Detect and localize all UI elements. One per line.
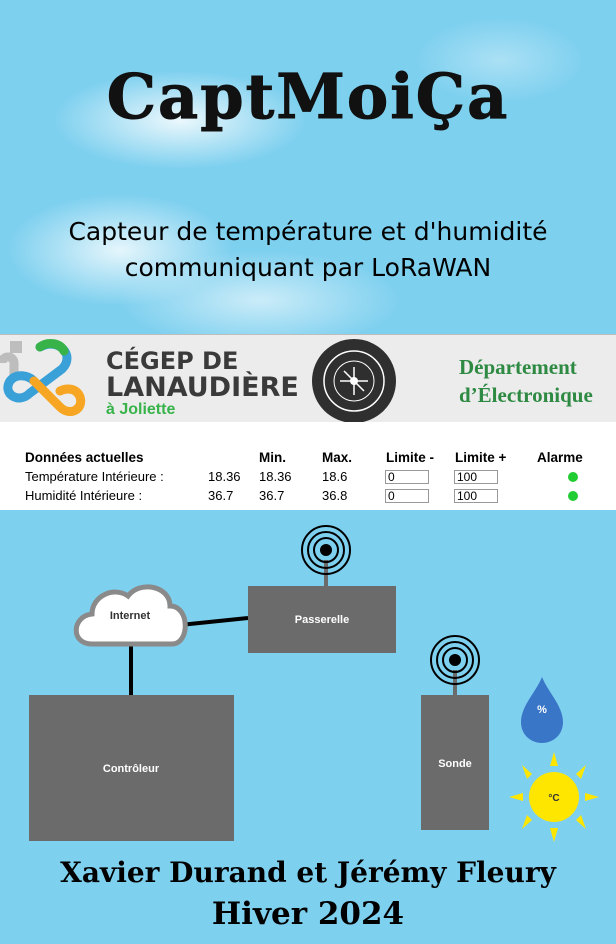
poster-title: CaptMoiÇa bbox=[106, 60, 510, 133]
department-line-1: Département bbox=[459, 355, 577, 379]
humidity-drop-icon bbox=[521, 677, 563, 743]
cegep-name bbox=[106, 349, 299, 402]
internet-cloud bbox=[76, 587, 185, 644]
controller-node bbox=[29, 695, 234, 841]
temperature-sun-icon bbox=[509, 752, 599, 842]
header-max: Max. bbox=[322, 450, 353, 465]
probe-label: Sonde bbox=[438, 758, 472, 770]
header-background bbox=[0, 0, 616, 334]
row-min: 36.7 bbox=[259, 488, 285, 503]
gateway-node bbox=[248, 526, 396, 653]
cegep-name-line-2: LANAUDIÈRE bbox=[106, 372, 299, 403]
row-label: Température Intérieure : bbox=[25, 469, 164, 484]
row-value: 36.7 bbox=[208, 488, 234, 503]
alarm-indicator bbox=[568, 491, 578, 501]
cegep-logo-icon bbox=[0, 335, 100, 423]
controller-label: Contrôleur bbox=[102, 763, 160, 775]
poster-subtitle bbox=[0, 214, 616, 286]
header-min: Min. bbox=[259, 450, 286, 465]
cegep-location: à Joliette bbox=[106, 401, 176, 418]
internet-label: Internet bbox=[109, 610, 151, 622]
gateway-label: Passerelle bbox=[294, 614, 350, 626]
logo-band bbox=[0, 334, 616, 423]
table-row bbox=[25, 488, 605, 507]
subtitle-line-2: communiquant par LoRaWAN bbox=[124, 253, 492, 282]
limit-high-input[interactable] bbox=[454, 470, 498, 484]
table-header-row bbox=[25, 450, 605, 469]
limit-high-input[interactable] bbox=[454, 489, 498, 503]
link-internet-gateway bbox=[180, 618, 248, 625]
limit-low-input[interactable] bbox=[385, 470, 429, 484]
alarm-indicator bbox=[568, 472, 578, 482]
cegep-name-line-1: CÉGEP DE bbox=[106, 347, 239, 375]
row-value: 18.36 bbox=[208, 469, 241, 484]
header-limit-high: Limite + bbox=[455, 450, 507, 465]
humidity-symbol: % bbox=[537, 704, 547, 716]
header-current-data: Données actuelles bbox=[25, 450, 144, 465]
badge-electronique-icon bbox=[310, 337, 398, 425]
row-max: 18.6 bbox=[322, 469, 348, 484]
data-panel bbox=[0, 422, 616, 510]
sensor-table bbox=[25, 450, 605, 507]
temperature-symbol: °C bbox=[548, 793, 560, 804]
department-line-2: d’Électronique bbox=[459, 383, 593, 407]
row-min: 18.36 bbox=[259, 469, 292, 484]
table-row bbox=[25, 469, 605, 488]
limit-low-input[interactable] bbox=[385, 489, 429, 503]
header-limit-low: Limite - bbox=[386, 450, 435, 465]
authors: Xavier Durand et Jérémy Fleury bbox=[60, 856, 556, 889]
probe-node bbox=[421, 636, 489, 830]
department-name bbox=[459, 353, 616, 409]
term: Hiver 2024 bbox=[211, 896, 405, 932]
header-alarm: Alarme bbox=[537, 450, 583, 465]
row-label: Humidité Intérieure : bbox=[25, 488, 143, 503]
subtitle-line-1: Capteur de température et d'humidité bbox=[68, 217, 548, 246]
row-max: 36.8 bbox=[322, 488, 348, 503]
